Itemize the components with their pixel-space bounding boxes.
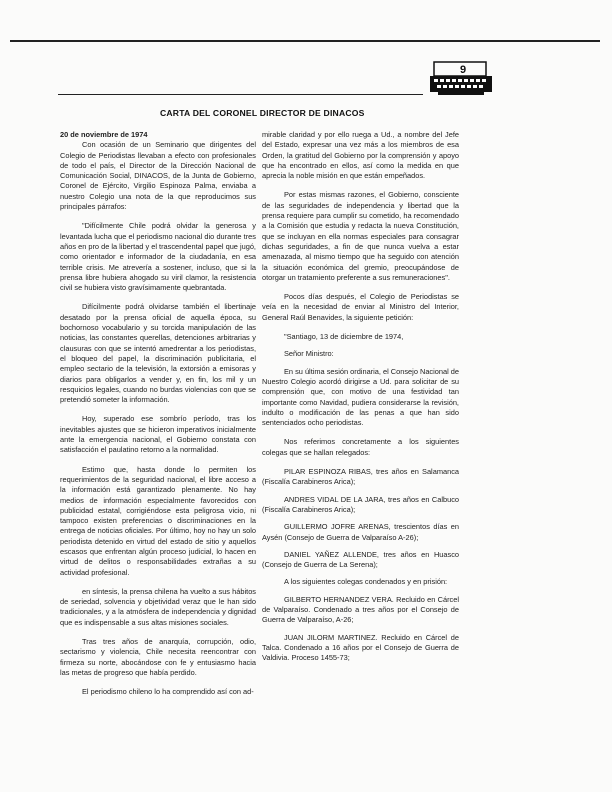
- list-item: GUILLERMO JOFRE ARENAS, trescientos días en Aysén (Consejo de Guerra de Valparaíso A-26);: [262, 522, 459, 542]
- left-column: [60, 130, 256, 698]
- paragraph: Por estas mismas razones, el Gobierno, consciente de las seguridades de independencia y libertad que la prensa requiere para cumplir su cometido, ha recomendado a la Comisión que estudia y redacta la nueva Constitución, que se incluyan en ella normas especiales para consagrar dichas seguridades, a fin de que nunca vuelva a estar amenazada, al mismo tiempo que ha seguido con atención la situación económica del gremio, preocupándose de otorgar un tratamiento preferente a sus remuneraciones".: [262, 190, 459, 282]
- letter-date: "Santiago, 13 de diciembre de 1974,: [284, 332, 404, 342]
- list-item: JUAN JILORM MARTINEZ. Recluido en Cárcel de Talca. Condenado a 16 años por el Consejo de Guerra de Valdivia. Proceso 1455-73;: [262, 632, 459, 663]
- page-number: 9: [459, 64, 467, 76]
- paragraph: Difícilmente podrá olvidarse también el libertinaje desatado por la prensa oficial de aquella época, su bochornoso vocabulario y su torcida manipulación de las noticias, las constantes querellas, detenciones arbitrarias y clausuras con que se intentó amedrentar a los periodistas, el bloqueo del papel, la discriminación publicitaria, el empleo sectario de la televisión, la extorsión a emisoras y diarios para obligarlos a vender y, en fin, los mil y un resquicios legales, cuando no burdas violencias con que se pretendió someter la información.: [60, 302, 256, 405]
- header-rule: [58, 94, 423, 95]
- list-item: GILBERTO HERNANDEZ VERA. Recluido en Cárcel de Valparaíso. Condenado a tres años por el Consejo de Guerra de Valparaíso, A-26;: [262, 594, 459, 625]
- paragraph: Con ocasión de un Seminario que dirigentes del Colegio de Periodistas llevaban a efecto con profesionales de todo el país, el Director de la Dirección Nacional de Comunicación Social, DINACOS, de la Junta de Gobierno, Coronel de Ejército, Virgilio Espinoza Palma, enviaba a nuestro Colegio una nota de la que reproducimos sus principales párrafos:: [60, 140, 256, 212]
- top-rule: [10, 40, 600, 42]
- list-item: ANDRES VIDAL DE LA JARA, tres años en Calbuco (Fiscalía Carabineros Arica);: [262, 494, 459, 514]
- paragraph: Nos referimos concretamente a los siguientes colegas que se hallan relegados:: [262, 437, 459, 457]
- paragraph: mirable claridad y por ello ruega a Ud., a nombre del Jefe del Estado, expresar una vez más a los miembros de esa Orden, la gratitud del Gobierno por la comprensión y apoyo que ha encontrado en ellos, así como la medida en que aprecia la noble misión en que están empeñados.: [262, 130, 459, 181]
- letter-salutation: Señor Ministro:: [284, 349, 334, 359]
- right-column: [262, 130, 459, 663]
- list-item: DANIEL YAÑEZ ALLENDE, tres años en Huasco (Consejo de Guerra de La Serena);: [262, 549, 459, 570]
- paragraph: Pocos días después, el Colegio de Periodistas se veía en la necesidad de enviar al Ministro del Interior, General Raúl Benavides, la siguiente petición:: [262, 292, 459, 322]
- page-number-badge: [428, 58, 496, 98]
- paragraph: Hoy, superado ese sombrío período, tras los inevitables ajustes que se hicieron imperativos inicialmente ante la emergencia nacional, el Gobierno constata con satisfacción el paulatino retorno a la normalidad.: [60, 414, 256, 455]
- paragraph: El periodismo chileno lo ha comprendido así con ad-: [82, 687, 254, 697]
- list-item: PILAR ESPINOZA RIBAS, tres años en Salamanca (Fiscalía Carabineros Arica);: [262, 467, 459, 487]
- paragraph: Estimo que, hasta donde lo permiten los requerimientos de la seguridad nacional, el libre acceso a la información está garantizado plenamente. No hay medios de información especialmente favorecidos con publicidad estatal, corrigiéndose esta peligrosa vicio, ni tampoco existen preferencias o discriminaciones en la entrega de noticias oficiales. Por último, hoy no hay un solo periodista detenido en virtud del estado de sitio y aquellos escasos que enfrentan algún proceso judicial, lo hacen en virtud de delitos o responsabilidades extrañas a su actividad profesional.: [60, 464, 256, 577]
- list-item: A los siguientes colegas condenados y en prisión:: [284, 577, 448, 587]
- paragraph: En su última sesión ordinaria, el Consejo Nacional de Nuestro Colegio acordó dirigirse a Ud. para solicitar de su comprensión que, con motivo de una festividad tan importante como Navidad, pudiera considerarse la revisión, indulto o modificación de las penas a que han sido sentenciados ocho periodistas.: [262, 366, 460, 428]
- paragraph: "Difícilmente Chile podrá olvidar la generosa y levantada lucha que el periodismo nacional dio durante tres años en pro de la libertad y el trascendental papel que jugó, como orientador e informador de la ciudadanía, en esa terrible crisis. Me atrevería a sostener, incluso, que si la prensa libre hubiera ahogado su viril clamor, la resistencia civil se hubiera visto gravísimamente quebrantada.: [60, 221, 256, 293]
- paragraph: Tras tres años de anarquía, corrupción, odio, sectarismo y violencia, Chile necesita reencontrar con firmeza su norte, abocándose con fe y entusiasmo hacia las metas de progreso que había perdido.: [60, 637, 256, 677]
- article-date: 20 de noviembre de 1974: [60, 130, 148, 139]
- paragraph: en síntesis, la prensa chilena ha vuelto a sus hábitos de seriedad, solvencia y objetividad veraz que le han sido tradicionales, y a la atmósfera de independencia y dignidad que es indispensable a sus altas misiones sociales.: [60, 586, 256, 627]
- article-title: CARTA DEL CORONEL DIRECTOR DE DINACOS: [160, 108, 365, 118]
